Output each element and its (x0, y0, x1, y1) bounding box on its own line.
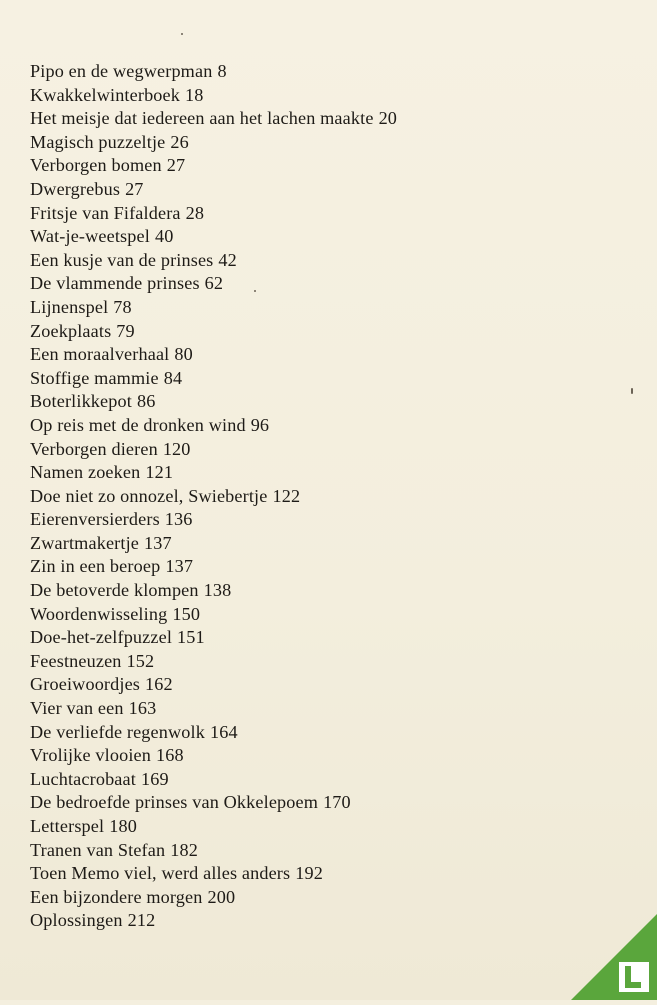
toc-entry-page-number: 192 (295, 863, 323, 884)
toc-entry-page-number: 40 (154, 226, 174, 247)
toc-entry-title: Toen Memo viel, werd alles anders (30, 863, 291, 884)
toc-entry-title: Lijnenspel (30, 296, 109, 317)
toc-entry-page-number: 27 (125, 178, 144, 199)
toc-entry-title: De bedroefde prinses van Okkelepoem (30, 792, 319, 813)
toc-entry-title: Een kusje van de prinses (30, 249, 214, 270)
toc-entry-page-number: 212 (127, 910, 156, 931)
toc-entry-title: Namen zoeken (30, 462, 141, 483)
toc-entry-page-number: 151 (177, 627, 205, 648)
toc-entry (30, 532, 397, 556)
toc-entry-page-number: 163 (128, 698, 157, 719)
toc-entry (30, 839, 397, 863)
toc-entry (30, 343, 397, 367)
toc-entry-title: De verliefde regenwolk (30, 721, 205, 742)
toc-entry (30, 721, 397, 745)
toc-entry-page-number: 96 (250, 414, 270, 435)
toc-entry (30, 579, 397, 603)
toc-entry-title: Magisch puzzeltje (30, 131, 166, 152)
toc-entry (30, 862, 397, 886)
toc-entry-page-number: 150 (172, 603, 201, 624)
toc-entry-page-number: 121 (145, 462, 174, 483)
paper-speck (181, 33, 183, 35)
toc-entry-title: Pipo en de wegwerpman (30, 61, 213, 81)
toc-entry (30, 84, 397, 108)
toc-entry-title: Dwergrebus (30, 178, 121, 199)
toc-entry (30, 225, 397, 249)
toc-entry (30, 744, 397, 768)
toc-entry-page-number: 170 (323, 792, 351, 813)
toc-entry-title: Een bijzondere morgen (30, 886, 203, 907)
toc-entry (30, 367, 397, 391)
toc-entry-title: De betoverde klompen (30, 580, 199, 601)
toc-entry-page-number: 42 (218, 249, 237, 270)
toc-entry-title: Verborgen bomen (30, 155, 162, 176)
toc-entry-title: Eierenversierders (30, 509, 160, 530)
toc-entry-page-number: 78 (113, 296, 132, 317)
toc-entry-title: Stoffige mammie (30, 367, 159, 388)
toc-entry-page-number: 136 (164, 509, 193, 530)
toc-entry (30, 886, 397, 910)
toc-entry (30, 791, 397, 815)
toc-entry-page-number: 120 (162, 438, 191, 459)
table-of-contents (30, 60, 397, 933)
toc-entry (30, 697, 397, 721)
toc-entry (30, 768, 397, 792)
toc-entry (30, 485, 397, 509)
toc-entry-title: Zoekplaats (30, 320, 112, 341)
toc-entry-page-number: 180 (109, 816, 137, 836)
toc-entry-page-number: 20 (378, 108, 398, 129)
toc-entry-title: Letterspel (30, 816, 105, 836)
toc-entry-title: Wat-je-weetspel (30, 226, 150, 247)
toc-entry-page-number: 122 (272, 485, 301, 506)
toc-entry-page-number: 26 (170, 131, 189, 152)
toc-entry (30, 815, 397, 839)
toc-entry-page-number: 152 (126, 650, 155, 671)
toc-entry-page-number: 79 (116, 320, 135, 341)
toc-entry-title: Fritsje van Fifaldera (30, 202, 181, 223)
toc-entry (30, 131, 397, 155)
toc-entry-title: Luchtacrobaat (30, 768, 136, 789)
toc-entry (30, 60, 397, 84)
toc-entry (30, 390, 397, 414)
toc-entry-page-number: 84 (163, 367, 183, 388)
toc-entry-title: Feestneuzen (30, 650, 122, 671)
toc-entry-title: Het meisje dat iedereen aan het lachen maakte (30, 108, 374, 129)
paper-speck (631, 388, 633, 394)
toc-entry-title: Groeiwoordjes (30, 674, 141, 695)
toc-entry-page-number: 162 (145, 674, 173, 695)
toc-entry-page-number: 137 (144, 532, 172, 553)
book-corner-logo-icon (571, 914, 657, 1000)
toc-entry (30, 461, 397, 485)
toc-entry (30, 909, 397, 933)
toc-entry (30, 154, 397, 178)
toc-entry-title: Woordenwisseling (30, 603, 168, 624)
toc-entry (30, 508, 397, 532)
toc-entry (30, 673, 397, 697)
toc-entry-title: Verborgen dieren (30, 438, 158, 459)
toc-entry-title: Doe niet zo onnozel, Swiebertje (30, 485, 268, 506)
toc-entry-title: Zin in een beroep (30, 556, 161, 577)
toc-entry (30, 414, 397, 438)
toc-entry-title: Vier van een (30, 698, 124, 719)
toc-entry-title: Een moraalverhaal (30, 344, 170, 365)
toc-entry-page-number: 80 (174, 344, 193, 365)
toc-entry-page-number: 200 (207, 886, 236, 907)
toc-entry-page-number: 28 (185, 202, 205, 223)
toc-entry (30, 296, 397, 320)
toc-entry (30, 272, 397, 296)
toc-entry-title: Zwartmakertje (30, 532, 139, 553)
toc-entry-page-number: 8 (217, 61, 227, 81)
toc-entry-title: Vrolijke vlooien (30, 745, 152, 766)
toc-entry-page-number: 27 (166, 155, 186, 176)
toc-entry (30, 650, 397, 674)
toc-entry (30, 626, 397, 650)
toc-entry-page-number: 137 (165, 556, 194, 577)
toc-entry (30, 603, 397, 627)
toc-entry (30, 438, 397, 462)
toc-entry-title: De vlammende prinses (30, 273, 200, 294)
toc-entry-page-number: 138 (203, 580, 232, 601)
toc-entry (30, 202, 397, 226)
toc-entry-title: Doe-het-zelfpuzzel (30, 627, 173, 648)
toc-entry (30, 107, 397, 131)
toc-entry (30, 249, 397, 273)
paper-speck (254, 290, 256, 292)
toc-entry-page-number: 168 (156, 745, 184, 766)
toc-entry (30, 555, 397, 579)
toc-entry-page-number: 169 (140, 768, 169, 789)
toc-entry (30, 178, 397, 202)
toc-entry-page-number: 86 (136, 391, 156, 412)
toc-entry-page-number: 62 (204, 273, 224, 294)
toc-entry-title: Op reis met de dronken wind (30, 414, 246, 435)
toc-entry-title: Oplossingen (30, 910, 123, 931)
toc-entry-title: Kwakkelwinterboek (30, 84, 181, 105)
toc-entry-page-number: 18 (185, 84, 204, 105)
toc-entry (30, 320, 397, 344)
toc-entry-title: Tranen van Stefan (30, 839, 166, 860)
toc-entry-page-number: 182 (170, 839, 198, 860)
toc-entry-page-number: 164 (210, 721, 238, 742)
toc-entry-title: Boterlikkepot (30, 391, 132, 412)
